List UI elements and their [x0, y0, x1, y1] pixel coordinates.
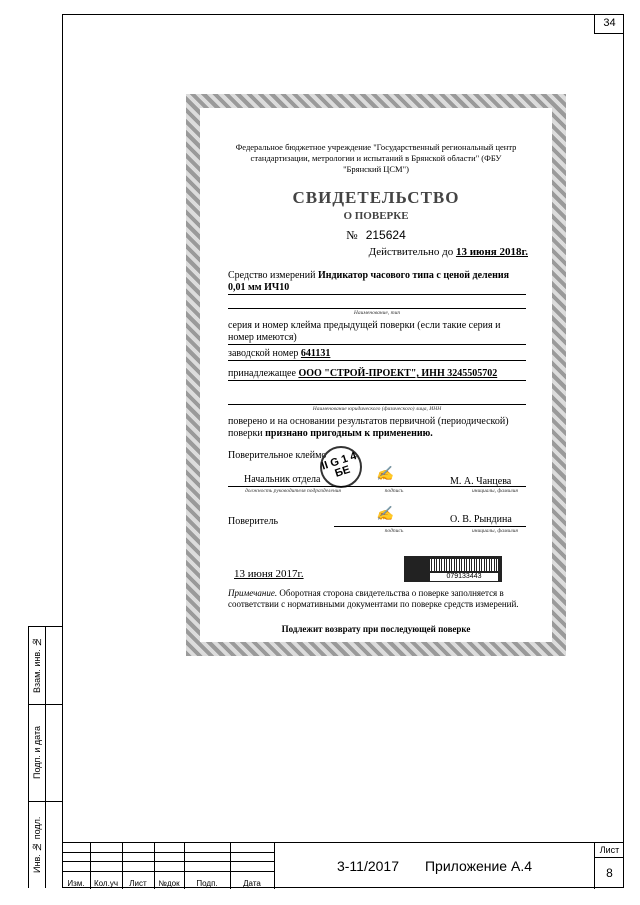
instrument-line: Средство измерений Индикатор часового типа с ценой деления 0,01 мм ИЧ10	[228, 270, 526, 295]
previous-stamp-line: серия и номер клейма предыдущей поверки (если такие серия и номер имеются)	[228, 320, 526, 345]
page-number-box	[594, 14, 624, 34]
issuer-text: Федеральное бюджетное учреждение "Государственный региональный центр стандартизации, метрологии и испытаний в Брянской области" (ФБУ "Брянский ЦСМ")	[235, 142, 517, 174]
issue-date: 13 июня 2017г.	[234, 568, 304, 580]
head-name: М. А. Чанцева	[450, 476, 512, 487]
owner-line: принадлежащее ООО "СТРОЙ-ПРОЕКТ", ИНН 3245505702	[228, 368, 526, 381]
side-strip	[28, 626, 62, 888]
page-number: 34	[603, 17, 616, 29]
certificate-subtitle: О ПОВЕРКЕ	[343, 210, 409, 222]
side-label-replace-inv: Взам. инв. №	[32, 636, 42, 694]
col-list: Лист	[129, 879, 147, 888]
sheet-label: Лист	[595, 843, 624, 858]
side-label-inv-original: Инв. № подл.	[32, 816, 42, 873]
col-izm: Изм.	[67, 879, 85, 888]
barcode-number: 079133443	[430, 573, 498, 581]
head-position: Начальник отдела	[244, 474, 321, 485]
col-ndok: №док	[158, 879, 180, 888]
verification-result: поверено и на основании результатов первичной (периодической) поверки признано пригодным к применению.	[228, 416, 509, 439]
barcode-icon	[430, 559, 498, 571]
return-note: Подлежит возврату при последующей поверке	[281, 624, 471, 634]
doc-title: Приложение А.4	[424, 858, 533, 874]
verification-stamp: II G 1 4 БЕ	[320, 446, 362, 488]
instrument-name: Индикатор часового типа с ценой деления 0,01 мм ИЧ10	[228, 270, 510, 293]
side-label-sign-date: Подп. и дата	[32, 726, 42, 780]
certificate-number: № 215624	[346, 228, 406, 242]
serial-line: заводской номер 641131	[228, 348, 526, 361]
doc-code: 3-11/2017	[336, 858, 399, 874]
col-kol-uch: Кол.уч	[94, 879, 118, 888]
verifier-signature: ✍	[376, 507, 394, 522]
certificate-title: СВИДЕТЕЛЬСТВО	[292, 188, 460, 207]
sheet-number: 8	[606, 866, 613, 880]
verifier-position: Поверитель	[228, 516, 279, 527]
verification-certificate: Федеральное бюджетное учреждение "Государственный региональный центр стандартизации, метрологии и испытаний в Брянской области" (ФБУ "Брянский ЦСМ") СВИДЕТЕЛЬСТВО О ПОВЕРКЕ № 215624 Действительно до 13 июня 2018г. Средство измерений Индикатор часового типа с ценой деления 0,01 мм ИЧ10 Наименование, тип серия и номер клейма предыдущей поверки (если такие серия и номер имеются) заводской номер 641131 принадлежащее ООО "СТРОЙ-ПРОЕКТ", ИНН 3245505702 Наименование юридического (физического) лица, ИНН поверено и на основании результатов первичной (периодической) поверки признано пригодным к применению. Поверительное клеймо II G 1 4 БЕ Начальник отдела ✍ М. А. Чанцева должность руководителя подразделения подпись инициалы, фамилия Поверитель ✍ О. В. Рындина подпись инициалы, фамилия 13 июня 2017г. 079133443 Примечание. Оборотная сторона свидетельства о поверке заполняется в соответствии с нормативными документами по поверке средств измерений. Подлежит возврату при последующей поверке	[186, 94, 566, 656]
sheet-box	[594, 843, 624, 889]
col-data: Дата	[243, 879, 261, 888]
head-signature: ✍	[376, 467, 394, 482]
valid-until: Действительно до 13 июня 2018г.	[368, 246, 528, 258]
verifier-name: О. В. Рындина	[450, 514, 512, 525]
barcode-sticker	[404, 556, 502, 582]
serial-number: 641131	[300, 348, 331, 359]
owner-name: ООО "СТРОЙ-ПРОЕКТ", ИНН 3245505702	[298, 368, 498, 379]
note: Примечание. Оборотная сторона свидетельства о поверке заполняется в соответствии с нормативными документами по поверке средств измерений.	[228, 588, 519, 609]
document-designation	[274, 843, 594, 889]
stamp-label: Поверительное клеймо	[228, 450, 327, 461]
col-podp: Подп.	[196, 879, 218, 888]
title-block	[62, 842, 624, 888]
